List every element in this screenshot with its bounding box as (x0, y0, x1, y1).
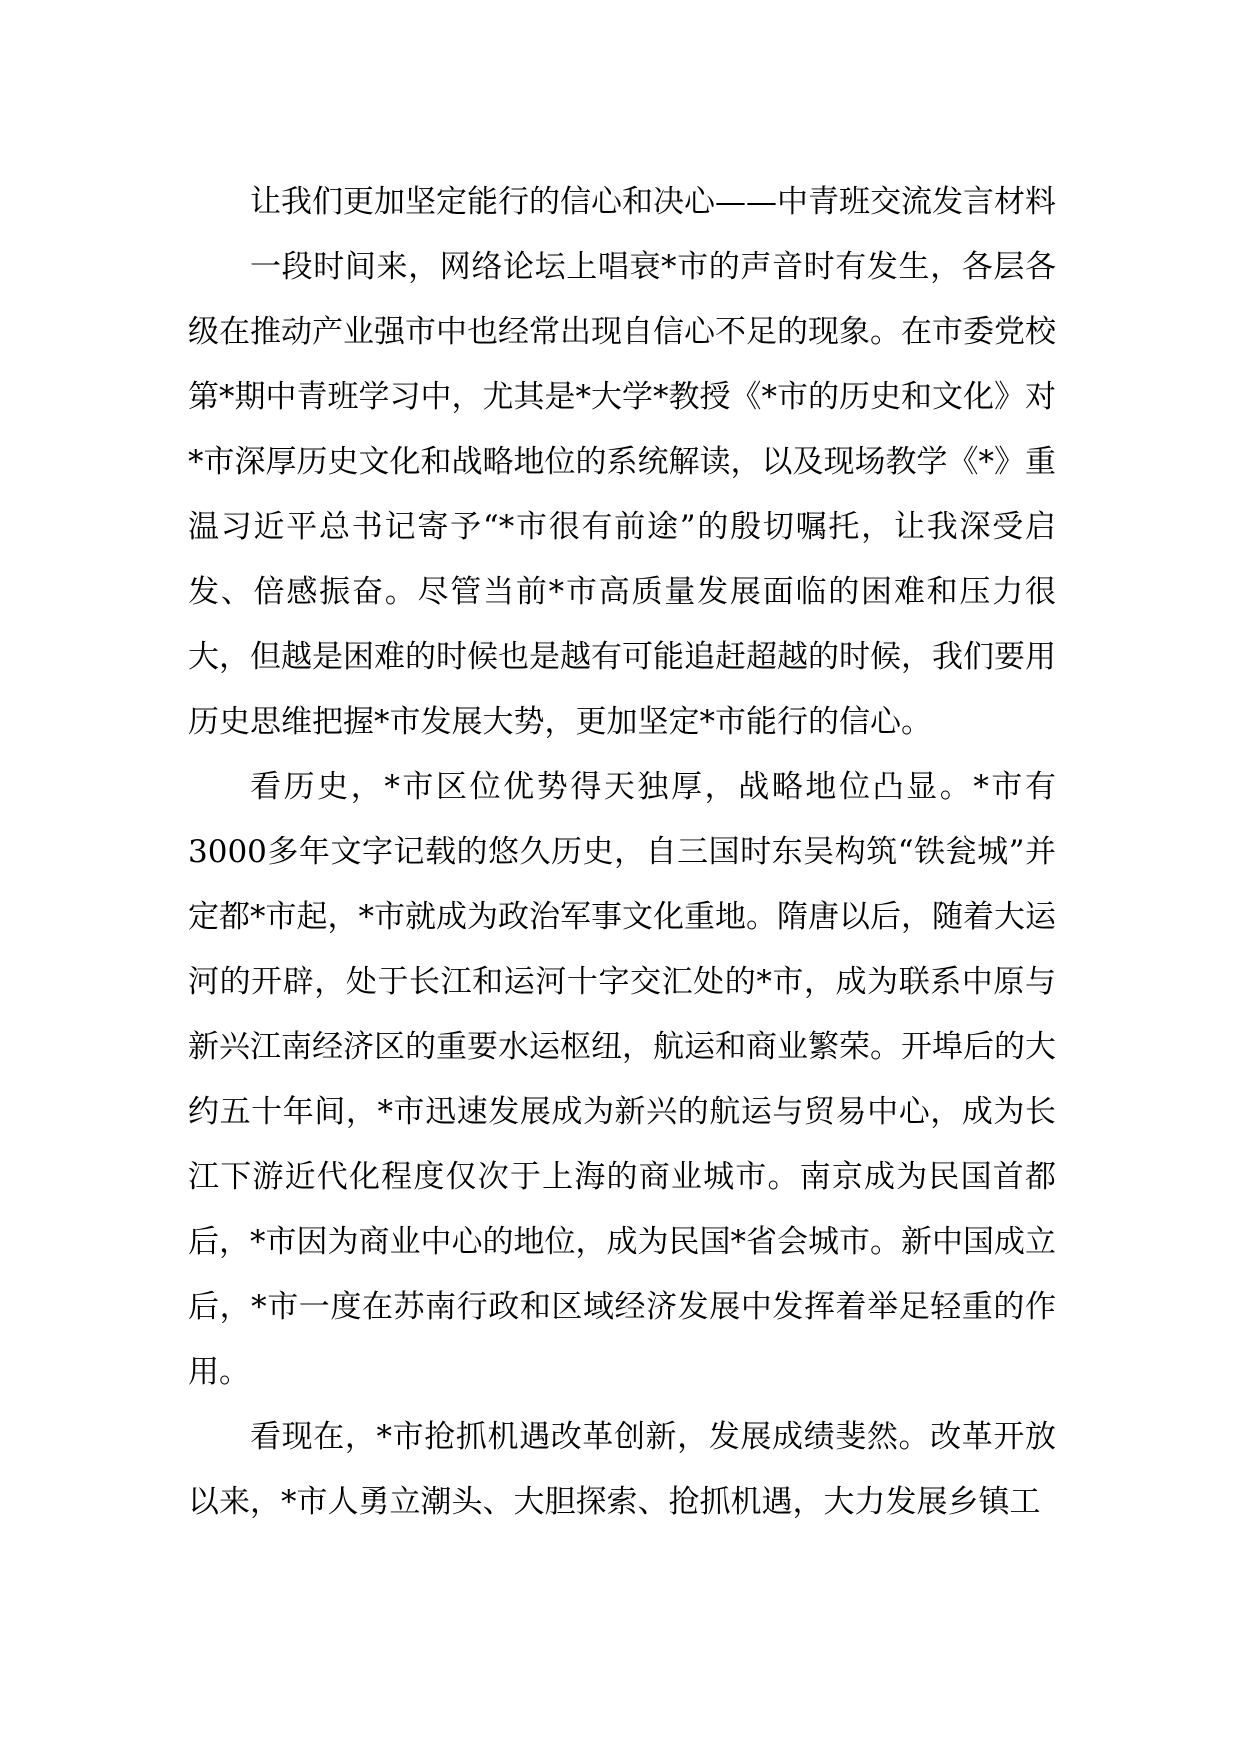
paragraph-intro: 一段时间来，网络论坛上唱衰*市的声音时有发生，各层各级在推动产业强市中也经常出现自信心不足的现象。在市委党校第*期中青班学习中，尤其是*大学*教授《*市的历史和文化》对*市深厚历史文化和战略地位的系统解读，以及现场教学《*》重温习近平总书记寄予“*市很有前途”的殷切嘱托，让我深受启发、倍感振奋。尽管当前*市高质量发展面临的困难和压力很大，但越是困难的时候也是越有可能追赶超越的时候，我们要用历史思维把握*市发展大势，更加坚定*市能行的信心。 (188, 249, 1056, 740)
document-title: 让我们更加坚定能行的信心和决心——中青班交流发言材料 (250, 184, 1056, 220)
paragraph-history: 看历史，*市区位优势得天独厚，战略地位凸显。*市有3000多年文字记载的悠久历史，自三国时东吴构筑“铁瓮城”并定都*市起，*市就成为政治军事文化重地。隋唐以后，随着大运河的开辟，处于长江和运河十字交汇处的*市，成为联系中原与新兴江南经济区的重要水运枢纽，航运和商业繁荣。开埠后的大约五十年间，*市迅速发展成为新兴的航运与贸易中心，成为长江下游近代化程度仅次于上海的商业城市。南京成为民国首都后，*市因为商业中心的地位，成为民国*省会城市。新中国成立后，*市一度在苏南行政和区域经济发展中发挥着举足轻重的作用。 (188, 769, 1056, 1390)
document-body (188, 170, 1056, 1535)
paragraph-present: 看现在，*市抢抓机遇改革创新，发展成绩斐然。改革开放以来，*市人勇立潮头、大胆探索、抢抓机遇，大力发展乡镇工 (188, 1419, 1056, 1520)
